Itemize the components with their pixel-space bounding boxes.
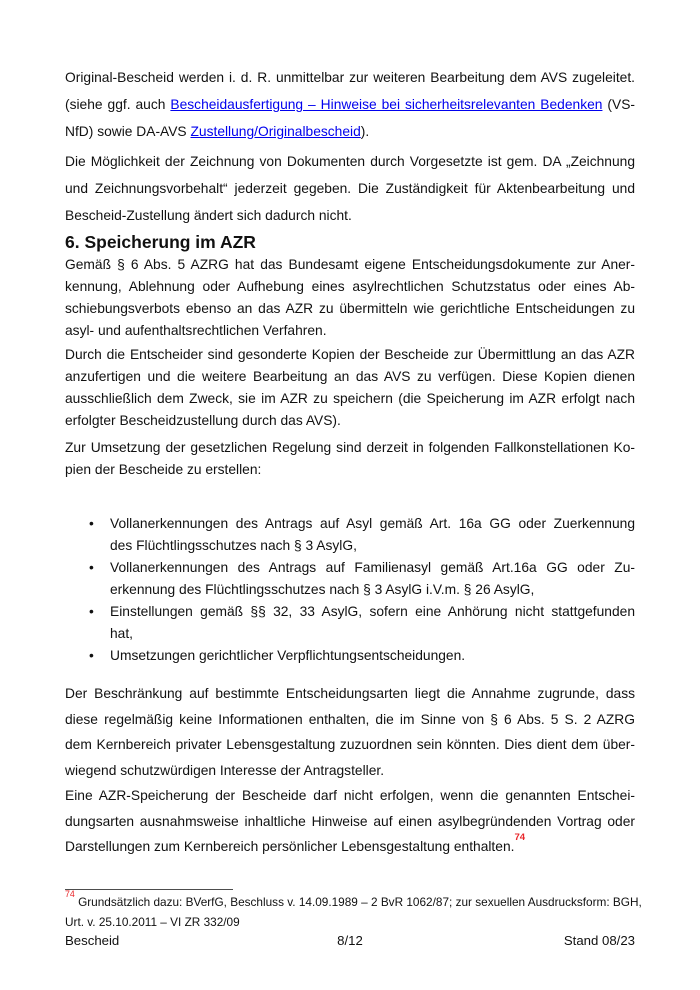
text-run: (siehe ggf. auch: [65, 97, 171, 112]
text-run: (VS-: [602, 97, 635, 112]
text-line: Der Beschränkung auf bestimmte Entscheidungsarten liegt die Annahme zugrunde, dass: [65, 686, 635, 701]
text-line: kennung, Ablehnung oder Aufhebung eines asylrechtlichen Schutzstatus oder eines Ab-: [65, 279, 635, 294]
text-line: Zur Umsetzung der gesetzlichen Regelung sind derzeit in folgenden Fallkonstellationen Ko-: [65, 440, 635, 455]
text-line: erkennung des Flüchtlingsschutzes nach § 3 AsylG i.V.m. § 26 AsylG,: [110, 582, 535, 597]
text-line: erfolgter Bescheidzustellung durch das AVS).: [65, 413, 341, 428]
paragraph-azr-speicherung-verbot: [65, 783, 635, 860]
text-line: anzufertigen und die weitere Bearbeitung an das AVS zu verfügen. Diese Kopien dienen: [65, 369, 635, 384]
text-line: diese regelmäßig keine Informationen enthalten, die im Sinne von § 6 Abs. 5 S. 2 AZRG: [65, 711, 635, 727]
list-item: [65, 557, 635, 601]
text-line: des Flüchtlingsschutzes nach § 3 AsylG,: [110, 538, 357, 553]
text-line: wiegend schutzwürdigen Interesse der Antragsteller.: [65, 762, 385, 778]
text-run: NfD) sowie DA-AVS: [65, 124, 191, 139]
text-line: pien der Bescheide zu erstellen:: [65, 462, 262, 477]
text-line: [65, 91, 635, 118]
page-footer: [65, 931, 635, 951]
footer-version-date: Stand 08/23: [563, 933, 635, 948]
footnote-74: [65, 889, 643, 932]
link-bescheidausfertigung-hinweise[interactable]: Bescheidausfertigung – Hinweise bei sicherheitsrelevanten Bedenken: [170, 97, 603, 112]
footnote-marker-74: 74: [65, 889, 75, 900]
text-line: dem Kernbereich privater Lebensgestaltung zuzuordnen sein könnten. Dies dient dem über-: [65, 737, 635, 752]
text-line: • Umsetzungen gerichtlicher Verpflichtungsentscheidungen.: [110, 648, 466, 663]
paragraph-fallkonstellationen: [65, 437, 635, 481]
text-line: • Einstellungen gemäß §§ 32, 33 AsylG, sofern eine Anhörung nicht stattgefunden: [110, 604, 635, 619]
text-line: Gemäß § 6 Abs. 5 AZRG hat das Bundesamt eigene Entscheidungsdokumente zur Aner-: [65, 257, 635, 272]
text-line: [65, 64, 635, 91]
text-line: • Vollanerkennungen des Antrags auf Asyl gemäß Art. 16a GG oder Zuerkennung: [110, 516, 635, 531]
text-line: • Vollanerkennungen des Antrags auf Familienasyl gemäß Art.16a GG oder Zu-: [110, 560, 635, 575]
footer-document-title: Bescheid: [65, 933, 120, 948]
footnote-reference-74[interactable]: 74: [514, 832, 526, 844]
paragraph-beschraenkung: [65, 681, 635, 783]
text-line: und Zeichnungsvorbehalt“ jederzeit gegeben. Die Zuständigkeit für Aktenbearbeitung und: [65, 181, 635, 196]
text-line: Bescheid-Zustellung ändert sich dadurch nicht.: [65, 208, 352, 223]
text-line: Durch die Entscheider sind gesonderte Kopien der Bescheide zur Übermittlung an das AZR: [65, 347, 635, 362]
text-line: dungsarten ausnahmsweise inhaltliche Hinweise auf einen asylbegründenden Vortrag oder: [65, 813, 635, 829]
footnote-text: Grundsätzlich dazu: BVerfG, Beschluss v. 14.09.1989 – 2 BvR 1062/87; zur sexuellen Ausdrucksform: BGH, Urt. v. 25.10.2011 – VI ZR 332/09: [65, 895, 642, 929]
text-line: [65, 118, 635, 145]
text-line: asyl- und aufenthaltsrechtlichen Verfahren.: [65, 323, 327, 338]
list-item: [65, 601, 635, 645]
bullet-list-fallkonstellationen: [65, 513, 635, 667]
paragraph-original-bescheid: [65, 64, 635, 145]
text-line: Die Möglichkeit der Zeichnung von Dokumenten durch Vorgesetzte ist gem. DA „Zeichnung: [65, 154, 635, 169]
document-body: [65, 64, 635, 860]
paragraph-azrg-uebermittlung: [65, 254, 635, 342]
text-run: ).: [360, 124, 370, 139]
text-line: [65, 834, 635, 860]
list-item: [65, 513, 635, 557]
text-line: Eine AZR-Speicherung der Bescheide darf nicht erfolgen, wenn die genannten Entschei-: [65, 788, 635, 803]
text-line: hat,: [110, 626, 134, 641]
footnote-separator-rule: [65, 889, 233, 890]
text-line: schiebungsverbots ebenso an das AZR zu übermitteln wie gerichtliche Entscheidungen zu: [65, 301, 635, 316]
text-run: Darstellungen zum Kernbereich persönlicher Lebensgestaltung enthalten.: [65, 839, 515, 854]
paragraph-zeichnung: [65, 148, 635, 229]
list-item: [65, 645, 635, 667]
text-line: ausschließlich dem Zweck, sie im AZR zu speichern (die Speicherung im AZR erfolgt nach: [65, 391, 635, 406]
link-zustellung-originalbescheid[interactable]: Zustellung/Originalbescheid: [190, 124, 361, 139]
text-run: Original-Bescheid werden i. d. R. unmittelbar zur weiteren Bearbeitung dem AVS zugeleitet.: [65, 70, 635, 85]
footer-page-number: 8/12: [337, 933, 363, 948]
section-heading-speicherung-im-azr: 6. Speicherung im AZR: [65, 232, 256, 252]
paragraph-kopien-entscheider: [65, 344, 635, 432]
